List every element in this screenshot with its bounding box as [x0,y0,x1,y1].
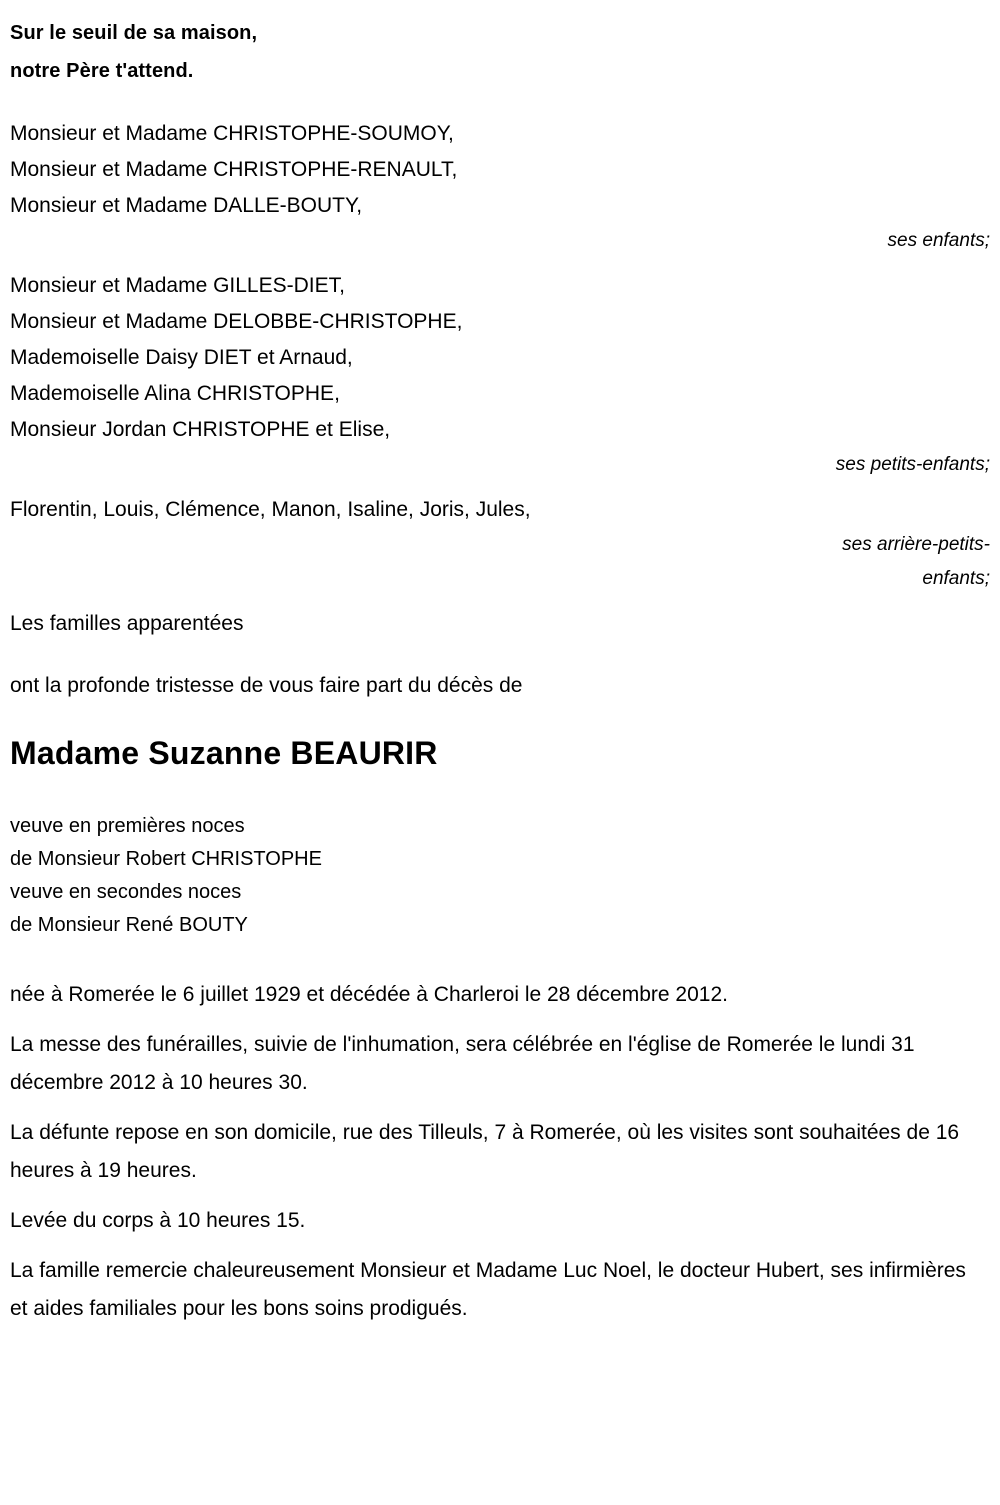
great-grandchildren-relation-block [10,528,990,596]
grandchildren-name-2: Monsieur et Madame DELOBBE-CHRISTOPHE, [10,310,463,333]
vital-record-paragraph: née à Romerée le 6 juillet 1929 et décédée à Charleroi le 28 décembre 2012. [10,983,728,1006]
children-name-2: Monsieur et Madame CHRISTOPHE-RENAULT, [10,158,458,181]
second-marriage-status: veuve en secondes noces [10,881,242,903]
grandchildren-relation-block [10,448,990,482]
great-grandchildren-relation-label-line-1: ses arrière-petits- [842,534,990,555]
spacer-before-families [10,596,990,606]
epitaph-line-2: notre Père t'attend. [10,60,194,82]
spacer-before-lead [10,642,990,668]
children-name-3: Monsieur et Madame DALLE-BOUTY, [10,194,363,217]
grandchildren-name-3: Mademoiselle Daisy DIET et Arnaud, [10,346,353,369]
children-name-1: Monsieur et Madame CHRISTOPHE-SOUMOY, [10,122,454,145]
spacer-after-grandchildren [10,482,990,492]
children-block [10,116,990,258]
first-marriage-status: veuve en premières noces [10,815,245,837]
spacer-before-name [10,704,990,730]
first-marriage-spouse: de Monsieur Robert CHRISTOPHE [10,848,322,870]
great-grandchildren-names: Florentin, Louis, Clémence, Manon, Isaline, Joris, Jules, [10,498,531,521]
spacer-after-children [10,258,990,268]
epitaph-line-1: Sur le seuil de sa maison, [10,22,258,44]
children-relation-label: ses enfants; [887,230,990,251]
thanks-paragraph: La famille remercie chaleureusement Monsieur et Madame Luc Noel, le docteur Hubert, ses infirmières et aides familiales pour les bons soins prodigués. [10,1259,966,1320]
arrangements-block [10,976,990,1328]
visitation-paragraph: La défunte repose en son domicile, rue des Tilleuls, 7 à Romerée, où les visites sont souhaitées de 16 heures à 19 heures. [10,1121,960,1182]
funeral-mass-paragraph: La messe des funérailles, suivie de l'inhumation, sera célébrée en l'église de Romerée le lundi 31 décembre 2012 à 10 heures 30. [10,1033,915,1094]
second-marriage-spouse: de Monsieur René BOUTY [10,914,248,936]
great-grandchildren-relation-label-line-2: enfants; [922,568,990,589]
grandchildren-name-1: Monsieur et Madame GILLES-DIET, [10,274,345,297]
grandchildren-relation-label: ses petits-enfants; [835,454,990,475]
marriages-block [10,810,990,942]
announcement-lead: ont la profonde tristesse de vous faire part du décès de [10,674,523,697]
grandchildren-name-4: Mademoiselle Alina CHRISTOPHE, [10,382,340,405]
grandchildren-name-5: Monsieur Jordan CHRISTOPHE et Elise, [10,418,391,441]
grandchildren-block [10,268,990,482]
spacer-after-epitaph [10,90,990,116]
deceased-name: Madame Suzanne BEAURIR [10,735,438,771]
epitaph-block [10,14,990,90]
great-grandchildren-block [10,492,990,596]
spacer-after-name [10,776,990,810]
body-removal-paragraph: Levée du corps à 10 heures 15. [10,1209,306,1232]
spacer-before-vitals [10,942,990,976]
related-families-line: Les familles apparentées [10,612,244,635]
children-relation-block [10,224,990,258]
